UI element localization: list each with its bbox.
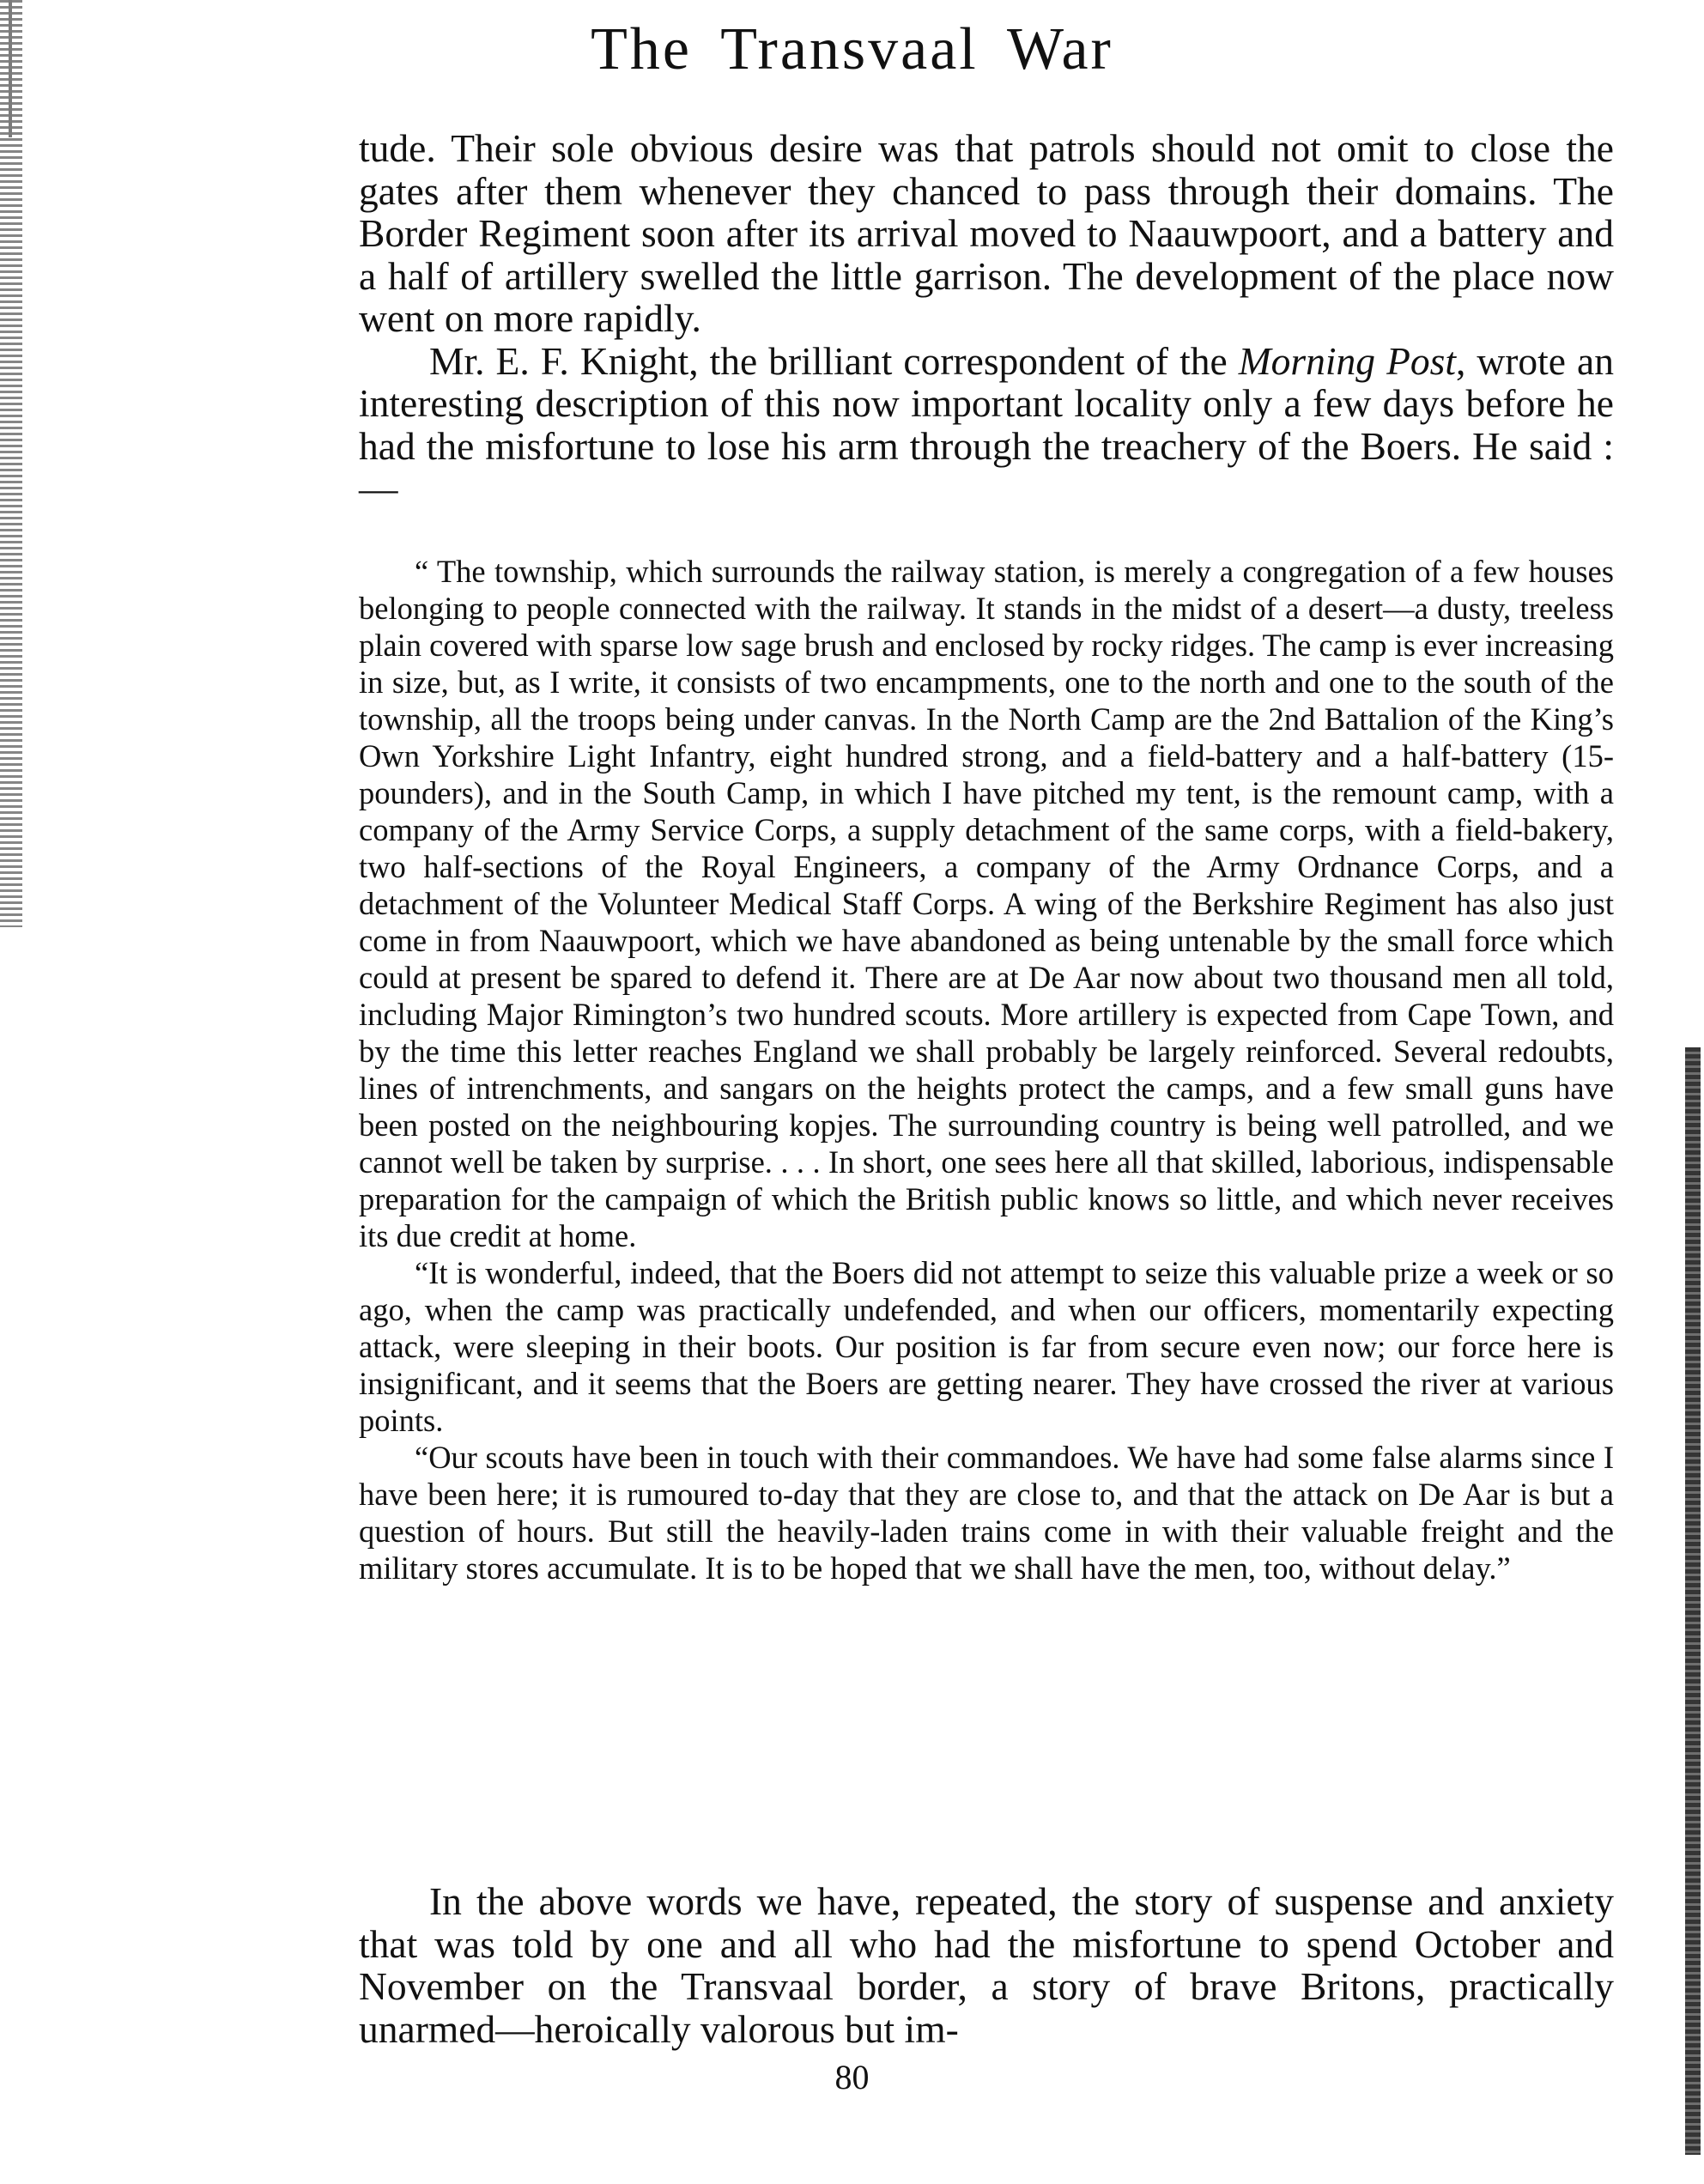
closing-paragraph: In the above words we have, repeated, the story of suspense and anxiety that was told by one and all who had the misfortune to spend October and November on the Transvaal border, a story of brave Britons, practically unarmed—heroically valorous but im-	[359, 1879, 1614, 2051]
page-number: 80	[834, 2058, 870, 2096]
body-paragraph-2	[359, 340, 1614, 510]
body-paragraph-2-lead: Mr. E. F. Knight, the brilliant correspondent of the	[429, 338, 1239, 383]
closing-text	[359, 1880, 1614, 2050]
body-paragraph-1: tude. Their sole obvious desire was that patrols should not omit to close the gates after them whenever they chanced to pass through their domains. The Border Regiment soon after its arrival moved to Naauwpoort, and a battery and a half of artillery swelled the little garrison. The development of the place now went on more rapidly.	[359, 126, 1614, 340]
quote-paragraph-1: “ The township, which surrounds the railway station, is merely a congregation of a few houses belonging to people connected with the railway. It stands in the midst of a desert—a dusty, treeless plain covered with sparse low sage brush and enclosed by rocky ridges. The camp is ever increasing in size, but, as I write, it consists of two encampments, one to the north and one to the south of the township, all the troops being under canvas. In the North Camp are the 2nd Battalion of the King’s Own Yorkshire Light Infantry, eight hundred strong, and a field-battery and a half-battery (15-pounders), and in the South Camp, in which I have pitched my tent, is the remount camp, with a company of the Army Service Corps, a supply detachment of the same corps, with a field-bakery, two half-sections of the Royal Engineers, a company of the Army Ordnance Corps, and a detachment of the Volunteer Medical Staff Corps. A wing of the Berkshire Regiment has also just come in from Naauwpoort, which we have abandoned as being untenable by the small force which could at present be spared to defend it. There are at De Aar now about two thousand men all told, including Major Rimington’s two hundred scouts. More artillery is expected from Cape Town, and by the time this letter reaches England we shall probably be largely reinforced. Several redoubts, lines of intrenchments, and sangars on the heights protect the camps, and a few small guns have been posted on the neighbouring kopjes. The surrounding country is being well patrolled, and we cannot well be taken by surprise. . . . In short, one sees here all that skilled, laborious, indispensable preparation for the campaign of which the British public knows so little, and which never receives its due credit at home.	[359, 554, 1614, 1253]
body-paragraph-2-rest: , wrote an interesting description of this now important locality only a few days before he had the misfortune to lose his arm through the treachery of the Boers. He said :—	[359, 338, 1615, 510]
running-head: The Transvaal War	[591, 16, 1113, 82]
quote-paragraph-3: “Our scouts have been in touch with their commandoes. We have had some false alarms since I have been here; it is rumoured to-day that they are close to, and that the attack on De Aar is but a question of hours. But still the heavily-laden trains come in with their valuable freight and the military stores accumulate. It is to be hoped that we shall have the men, too, without delay.”	[359, 1440, 1614, 1586]
newspaper-title: Morning Post	[1238, 338, 1456, 383]
scan-binding-edge-right	[1685, 1047, 1701, 2155]
scan-binding-edge-left	[0, 0, 22, 927]
main-text	[359, 127, 1614, 510]
quote-paragraph-2: “It is wonderful, indeed, that the Boers did not attempt to seize this valuable prize a week or so ago, when the camp was practically undefended, and when our officers, momentarily expecting attack, were sleeping in their boots. Our position is far from secure even now; our force here is insignificant, and it seems that the Boers are getting nearer. They have crossed the river at various points.	[359, 1255, 1614, 1438]
block-quotation	[359, 553, 1614, 1586]
